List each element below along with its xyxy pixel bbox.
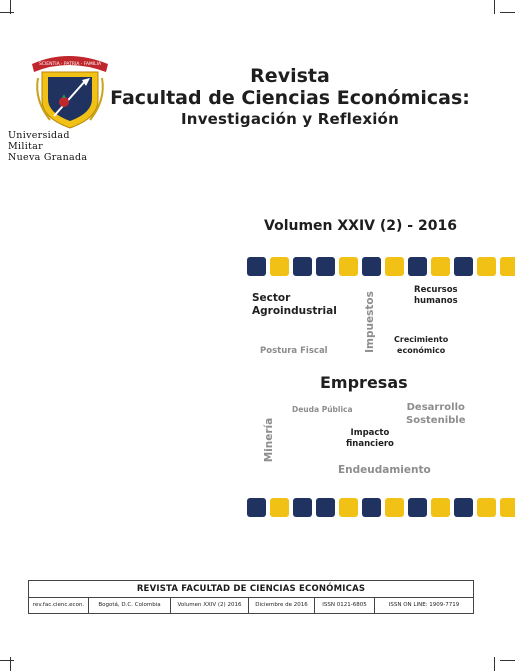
footer-cell-abbrev: rev.fac.cienc.econ. — [29, 598, 89, 613]
crop-mark — [500, 660, 515, 661]
footer-row — [29, 598, 473, 613]
keyword-crecimiento-line2: económico — [397, 346, 446, 355]
tile-square — [500, 498, 515, 517]
svg-text:SCIENTIA · PATRIA · FAMILIA: SCIENTIA · PATRIA · FAMILIA — [38, 62, 102, 67]
crop-mark — [0, 660, 14, 661]
university-name-line2: Nueva Granada — [8, 152, 88, 163]
keyword-sector-line2: Agroindustrial — [252, 305, 337, 317]
journal-title — [110, 66, 470, 129]
title-line2: Facultad de Ciencias Económicas: — [110, 87, 470, 109]
tile-square — [247, 257, 266, 276]
footer-cell-volume: Volumen XXIV (2) 2016 — [171, 598, 249, 613]
tile-square — [362, 257, 381, 276]
tile-square — [247, 498, 266, 517]
tile-square — [408, 498, 427, 517]
keyword-deuda: Deuda Pública — [292, 405, 353, 414]
tile-square — [454, 257, 473, 276]
university-name — [8, 130, 88, 163]
title-line3: Investigación y Reflexión — [181, 110, 399, 128]
tile-square — [431, 498, 450, 517]
crop-mark — [494, 657, 495, 671]
keyword-postura: Postura Fiscal — [260, 346, 328, 356]
tile-square — [293, 257, 312, 276]
tile-square — [316, 498, 335, 517]
university-logo — [28, 50, 118, 134]
keyword-recursos-line2: humanos — [414, 296, 458, 306]
keyword-sector-line1: Sector — [252, 292, 291, 304]
tile-square — [316, 257, 335, 276]
crop-mark — [500, 12, 515, 13]
keyword-impacto — [346, 428, 394, 450]
keyword-impacto-line2: financiero — [346, 439, 394, 449]
tile-square — [431, 257, 450, 276]
keyword-recursos — [414, 285, 458, 307]
keyword-desarrollo — [406, 401, 466, 427]
footer-cell-issn-online: ISSN ON LINE: 1909-7719 — [388, 602, 460, 608]
footer-cell-date: Diciembre de 2016 — [249, 598, 315, 613]
footer-info-table — [28, 580, 474, 614]
tile-square — [339, 257, 358, 276]
tile-square — [362, 498, 381, 517]
tile-row-top — [247, 257, 515, 276]
crop-mark — [494, 0, 495, 14]
keyword-endeudamiento: Endeudamiento — [338, 464, 431, 476]
tile-square — [454, 498, 473, 517]
keyword-impuestos: Impuestos — [364, 291, 376, 353]
university-name-line1: Universidad Militar — [8, 130, 70, 152]
tile-square — [270, 498, 289, 517]
keyword-desarrollo-line2: Sostenible — [406, 415, 466, 426]
keyword-empresas: Empresas — [320, 373, 408, 392]
keyword-sector — [252, 292, 337, 318]
keyword-crecimiento-line1: Crecimiento — [394, 335, 449, 344]
crop-mark — [0, 12, 14, 13]
tile-square — [385, 257, 404, 276]
tile-square — [477, 498, 496, 517]
tile-square — [270, 257, 289, 276]
tile-square — [477, 257, 496, 276]
keyword-mineria: Minería — [263, 417, 275, 463]
footer-cell-city: Bogotá, D.C. Colombia — [89, 598, 171, 613]
keyword-recursos-line1: Recursos — [414, 285, 458, 295]
tile-square — [500, 257, 515, 276]
tile-square — [408, 257, 427, 276]
tile-row-bottom — [247, 498, 515, 517]
title-line1: Revista — [250, 65, 330, 87]
footer-title: REVISTA FACULTAD DE CIENCIAS ECONÓMICAS — [29, 581, 473, 598]
tile-square — [293, 498, 312, 517]
keyword-impacto-line1: Impacto — [350, 428, 390, 438]
footer-cell-issn: ISSN 0121-6805 — [315, 598, 375, 613]
shield-emblem-icon — [28, 50, 118, 130]
tile-square — [339, 498, 358, 517]
keyword-desarrollo-line1: Desarrollo — [406, 402, 465, 413]
tile-square — [385, 498, 404, 517]
volume-label: Volumen XXIV (2) - 2016 — [264, 218, 457, 234]
keyword-crecimiento — [394, 334, 448, 356]
